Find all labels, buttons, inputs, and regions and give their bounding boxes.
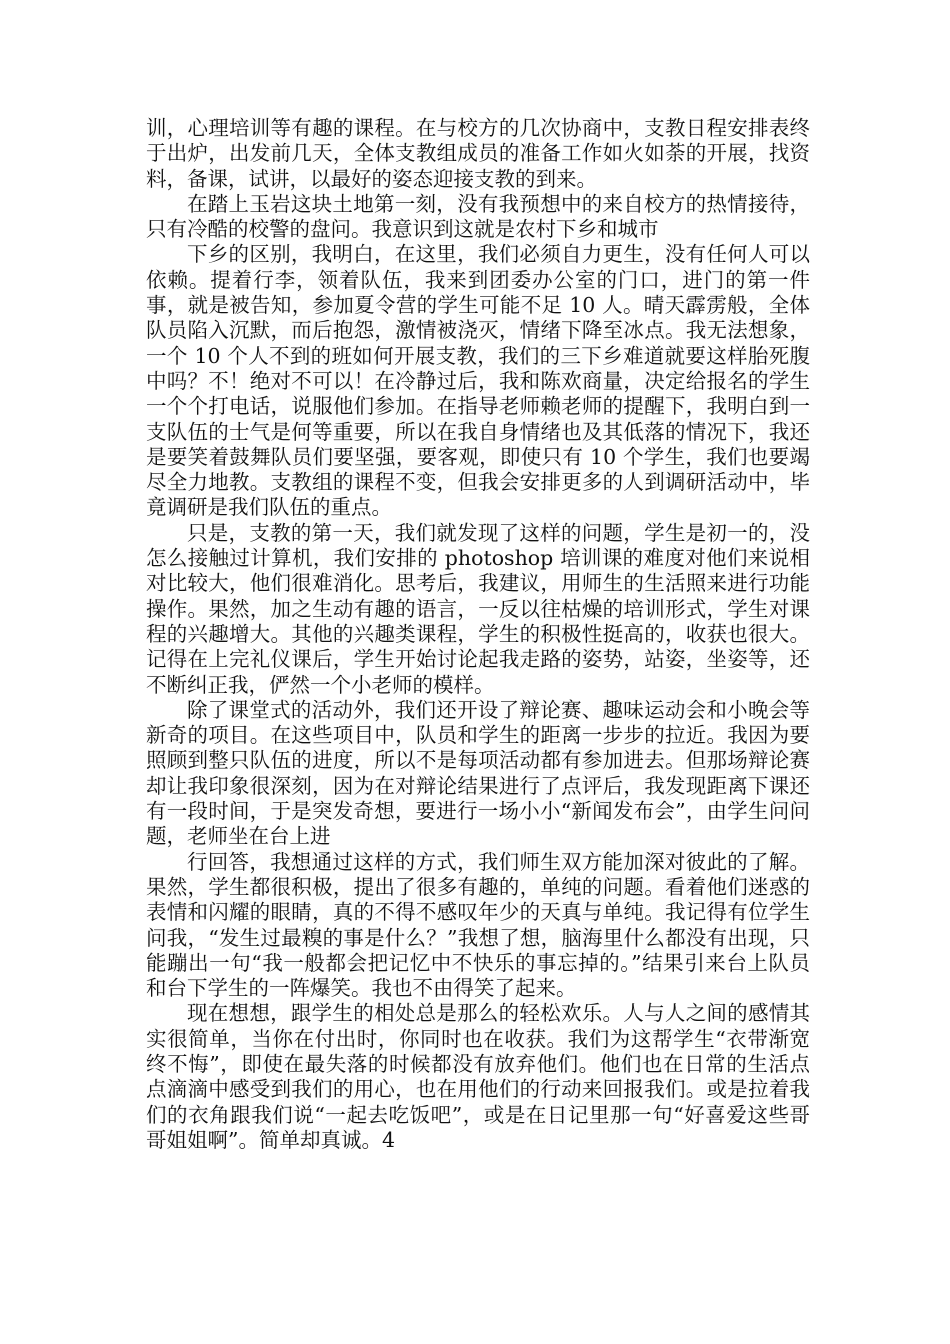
- paragraph-2: 在踏上玉岩这块土地第一刻，没有我预想中的来自校方的热情接待，只有冷酷的校警的盘问。我意识到这就是农村下乡和城市: [146, 191, 810, 242]
- paragraph-7: 现在想想，跟学生的相处总是那么的轻松欢乐。人与人之间的感情其实很简单，当你在付出时，你同时也在收获。我们为这帮学生“衣带渐宽终不悔”，即使在最失落的时候都没有放弃他们。他们也在日常的生活点点滴滴中感受到我们的用心，也在用他们的行动来回报我们。或是拉着我们的衣角跟我们说“一起去吃饭吧”，或是在日记里那一句“好喜爱这些哥哥姐姐啊”。简单却真诚。4: [146, 1001, 810, 1152]
- paragraph-5: 除了课堂式的活动外，我们还开设了辩论赛、趣味运动会和小晚会等新奇的项目。在这些项目中，队员和学生的距离一步步的拉近。我因为要照顾到整只队伍的进度，所以不是每项活动都有参加进去。但那场辩论赛却让我印象很深刻，因为在对辩论结果进行了点评后，我发现距离下课还有一段时间，于是突发奇想，要进行一场小小“新闻发布会”，由学生问问题，老师坐在台上进: [146, 697, 810, 849]
- paragraph-1: 训，心理培训等有趣的课程。在与校方的几次协商中，支教日程安排表终于出炉，出发前几天，全体支教组成员的准备工作如火如荼的开展，找资料，备课，试讲，以最好的姿态迎接支教的到来。: [146, 116, 810, 191]
- paragraph-6: 行回答，我想通过这样的方式，我们师生双方能加深对彼此的了解。果然，学生都很积极，提出了很多有趣的，单纯的问题。看着他们迷惑的表情和闪耀的眼睛，真的不得不感叹年少的天真与单纯。我记得有位学生问我，“发生过最糗的事是什么？”我想了想，脑海里什么都没有出现，只能蹦出一句“我一般都会把记忆中不快乐的事忘掉的。”结果引来台上队员和台下学生的一阵爆笑。我也不由得笑了起来。: [146, 849, 810, 1001]
- paragraph-4: 只是，支教的第一天，我们就发现了这样的问题，学生是初一的，没怎么接触过计算机，我们安排的 photoshop 培训课的难度对他们来说相对比较大，他们很难消化。思考后，我建议，用师生的生活照来进行功能操作。果然，加之生动有趣的语言，一反以往枯燥的培训形式，学生对课程的兴趣增大。其他的兴趣类课程，学生的积极性挺高的，收获也很大。记得在上完礼仪课后，学生开始讨论起我走路的姿势，站姿，坐姿等，还不断纠正我，俨然一个小老师的模样。: [146, 520, 810, 697]
- document-page: [146, 116, 810, 1153]
- paragraph-3: 下乡的区别，我明白，在这里，我们必须自力更生，没有任何人可以依赖。提着行李，领着队伍，我来到团委办公室的门口，进门的第一件事，就是被告知，参加夏令营的学生可能不足 10 人。晴天霹雳般，全体队员陷入沉默，而后抱怨，激情被浇灭，情绪下降至冰点。我无法想象，一个 10 个人不到的班如何开展支教，我们的三下乡难道就要这样胎死腹中吗？不！绝对不可以！在冷静过后，我和陈欢商量，决定给报名的学生一个个打电话，说服他们参加。在指导老师赖老师的提醒下，我明白到一支队伍的士气是何等重要，所以在我自身情绪也及其低落的情况下，我还是要笑着鼓舞队员们要坚强，要客观，即使只有 10 个学生，我们也要竭尽全力地教。支教组的课程不变，但我会安排更多的人到调研活动中，毕竟调研是我们队伍的重点。: [146, 242, 810, 520]
